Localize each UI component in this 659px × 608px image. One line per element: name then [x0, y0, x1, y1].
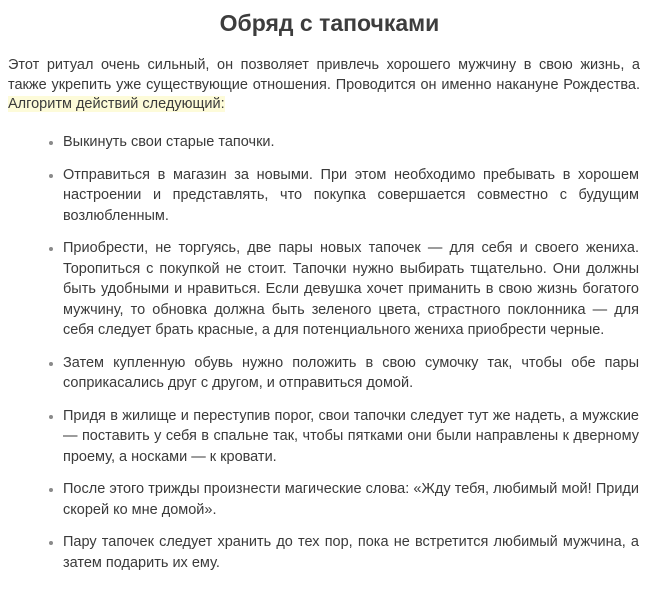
- bullet-icon: [49, 174, 53, 178]
- step-text: Затем купленную обувь нужно положить в свою сумочку так, чтобы обе пары соприкасались друг с другом, и отправиться домой.: [63, 354, 639, 391]
- intro-paragraph: [8, 56, 640, 115]
- step-text: Выкинуть свои старые тапочки.: [63, 134, 275, 150]
- list-item: [0, 406, 659, 468]
- list-item: [0, 532, 659, 573]
- step-text: Пару тапочек следует хранить до тех пор, пока не встретится любимый мужчина, а затем подарить их ему.: [63, 534, 639, 571]
- bullet-icon: [49, 541, 53, 545]
- list-item: [0, 238, 659, 341]
- bullet-icon: [49, 141, 53, 145]
- intro-text: Этот ритуал очень сильный, он позволяет привлечь хорошего мужчину в свою жизнь, а также укрепить уже существующие отношения. Проводится он именно накануне Рождества.: [8, 57, 640, 93]
- step-text: Отправиться в магазин за новыми. При этом необходимо пребывать в хорошем настроении и представлять, что покупка совершается совместно с будущим возлюбленным.: [63, 166, 639, 224]
- step-text: Приобрести, не торгуясь, две пары новых тапочек — для себя и своего жениха. Торопиться с покупкой не стоит. Тапочки нужно выбирать тщательно. Они должны быть удобными и нравиться. Если девушка хочет приманить в свою жизнь богатого мужчину, то обновка должна быть зеленого цвета, страстного поклонника — для себя следует брать красные, а для потенциального жениха приобрести черные.: [63, 240, 639, 338]
- bullet-icon: [49, 415, 53, 419]
- bullet-icon: [49, 247, 53, 251]
- list-item: [0, 132, 659, 153]
- bullet-icon: [49, 488, 53, 492]
- list-item: [0, 479, 659, 520]
- intro-highlight: Алгоритм действий следующий:: [8, 96, 225, 112]
- steps-list: [0, 132, 659, 585]
- step-text: После этого трижды произнести магические слова: «Жду тебя, любимый мой! Приди скорей ко мне домой».: [63, 481, 639, 518]
- step-text: Придя в жилище и переступив порог, свои тапочки следует тут же надеть, а мужские — поставить у себя в спальне так, чтобы пятками они были направлены к дверному проему, а носками — к кровати.: [63, 407, 639, 465]
- list-item: [0, 353, 659, 394]
- page-title: Обряд с тапочками: [219, 10, 440, 36]
- bullet-icon: [49, 362, 53, 366]
- list-item: [0, 165, 659, 227]
